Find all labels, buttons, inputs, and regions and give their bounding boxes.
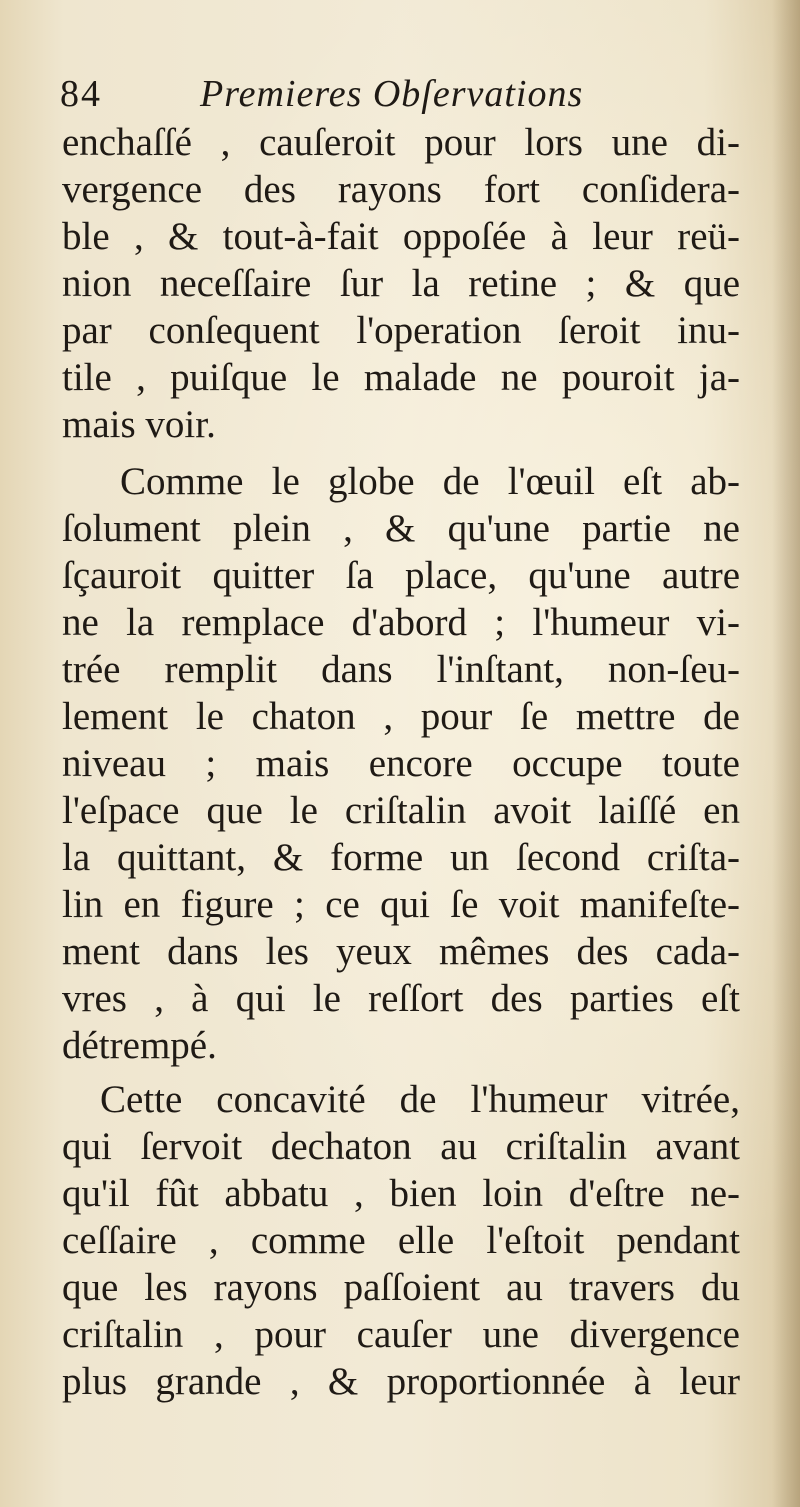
running-title: Premieres Obſervations bbox=[200, 73, 584, 115]
text-line: niveau ; mais encore occupe toute bbox=[62, 742, 740, 785]
page-number: 84 bbox=[60, 73, 102, 115]
text-line: vergence des rayons fort conſidera- bbox=[62, 168, 740, 211]
text-line: criſtalin , pour cauſer une divergence bbox=[62, 1313, 740, 1356]
text-line: ſçauroit quitter ſa place, qu'une autre bbox=[62, 554, 740, 597]
text-line: la quittant, & forme un ſecond criſta- bbox=[62, 836, 740, 879]
text-line: ble , & tout-à-fait oppoſée à leur reü- bbox=[62, 215, 740, 258]
text-line: trée remplit dans l'inſtant, non-ſeu- bbox=[62, 648, 740, 691]
text-line: tile , puiſque le malade ne pouroit ja- bbox=[62, 356, 740, 399]
text-line: ceſſaire , comme elle l'eſtoit pendant bbox=[62, 1219, 740, 1262]
text-line: détrempé. bbox=[62, 1024, 217, 1067]
text-line: l'eſpace que le criſtalin avoit laiſſé en bbox=[62, 789, 740, 832]
text-line: plus grande , & proportionnée à leur bbox=[62, 1360, 740, 1403]
text-line: vres , à qui le reſſort des parties eſt bbox=[62, 977, 740, 1020]
text-line: lement le chaton , pour ſe mettre de bbox=[62, 695, 740, 738]
text-line: Cette concavité de l'humeur vitrée, bbox=[100, 1078, 740, 1121]
text-line: nion neceſſaire ſur la retine ; & que bbox=[62, 262, 740, 305]
text-line: qu'il fût abbatu , bien loin d'eſtre ne- bbox=[62, 1172, 740, 1215]
text-line: lin en figure ; ce qui ſe voit manifeſte- bbox=[62, 883, 740, 926]
text-line: qui ſervoit dechaton au criſtalin avant bbox=[62, 1125, 740, 1168]
text-line: ne la remplace d'abord ; l'humeur vi- bbox=[62, 601, 740, 644]
text-line: que les rayons paſſoient au travers du bbox=[62, 1266, 740, 1309]
text-line: par conſequent l'operation ſeroit inu- bbox=[62, 309, 740, 352]
text-line: ment dans les yeux mêmes des cada- bbox=[62, 930, 740, 973]
text-line: ſolument plein , & qu'une partie ne bbox=[62, 507, 740, 550]
text-line: mais voir. bbox=[62, 403, 216, 446]
text-line: enchaſſé , cauſeroit pour lors une di- bbox=[62, 121, 740, 164]
text-line: Comme le globe de l'œuil eſt ab- bbox=[120, 460, 740, 503]
